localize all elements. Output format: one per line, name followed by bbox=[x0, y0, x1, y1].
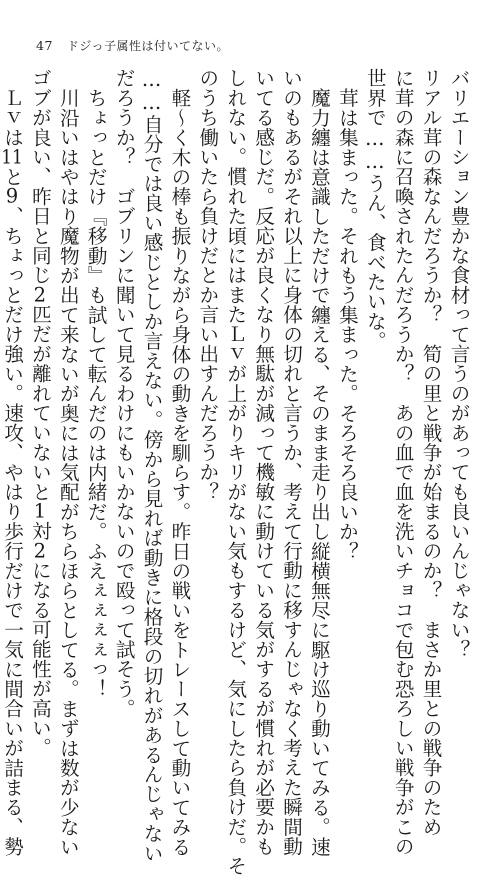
text-line: 茸は集まった。それもう集まった。そろそろ良いか？ bbox=[335, 87, 359, 561]
text-line: 魔力纏は意識しただけで纏える、そのまま走り出し縦横無尽に駆け巡り動いてみる。速 bbox=[307, 87, 331, 856]
text-line: のうち働いたら負けだとか言い出すんだろうか？ bbox=[195, 68, 219, 502]
text-line: ゴブが良い、昨日と同じ2匹だが離れていないと1対2になる可能性が高い。 bbox=[28, 68, 52, 758]
page-header bbox=[36, 37, 229, 55]
text-line: しれない。慣れた頃にはまたＬｖが上がりキリがない気もするけど、気にしたら負けだ。そ bbox=[223, 68, 247, 876]
text-line: 川沿いはやはり魔物が出て来ないが奥には気配がちらほらとしてる。まずは数が少ない bbox=[56, 87, 80, 856]
text-line: いてる感じだ。反応が良くなり無駄が減って機敏に動けている気がするが慣れが必要かも bbox=[251, 68, 275, 856]
running-title: ドジっ子属性は付いてない。 bbox=[66, 39, 230, 53]
text-line: 軽～く木の棒も振りながら身体の動きを馴らす。昨日の戦いをトレースして動いてみる bbox=[167, 87, 191, 856]
text-line: ちょっとだけ『移動』も試して転んだのは内緒だ。ふえぇぇぇぇっ！ bbox=[84, 87, 108, 699]
vertical-body-text bbox=[0, 68, 472, 876]
text-line: Ｌｖは11と9、ちょっとだけ強い。速攻、やはり歩行だけで一気に間合いが詰まる、勢 bbox=[0, 87, 24, 856]
text-line: ……自分では良い感じとしか言えない。傍から見れば動きに格段の切れがあるんじゃない bbox=[140, 68, 164, 863]
text-line: いのもあるがそれ以上に身体の切れと言うか、考えて行動に移すんじゃなく考えた瞬間動 bbox=[279, 68, 303, 856]
text-line: バリエーション豊かな食材って言うのがあっても良いんじゃない？ bbox=[447, 68, 470, 659]
text-line: リアル茸の森なんだろうか？ 筍の里と戦争が始まるのか？ まさか里との戦争のため bbox=[419, 68, 443, 837]
text-line: 世界で……うん、食べたいな。 bbox=[363, 68, 387, 351]
text-line: だろうか？ ゴブリンに聞いて見るわけにもいかないので殴って試そう。 bbox=[112, 68, 136, 719]
page-number: 47 bbox=[36, 38, 53, 53]
text-line: に茸の森に召喚されたんだろうか？ あの血で血を洗いチョコで包む恐ろしい戦争がこの bbox=[391, 68, 415, 856]
